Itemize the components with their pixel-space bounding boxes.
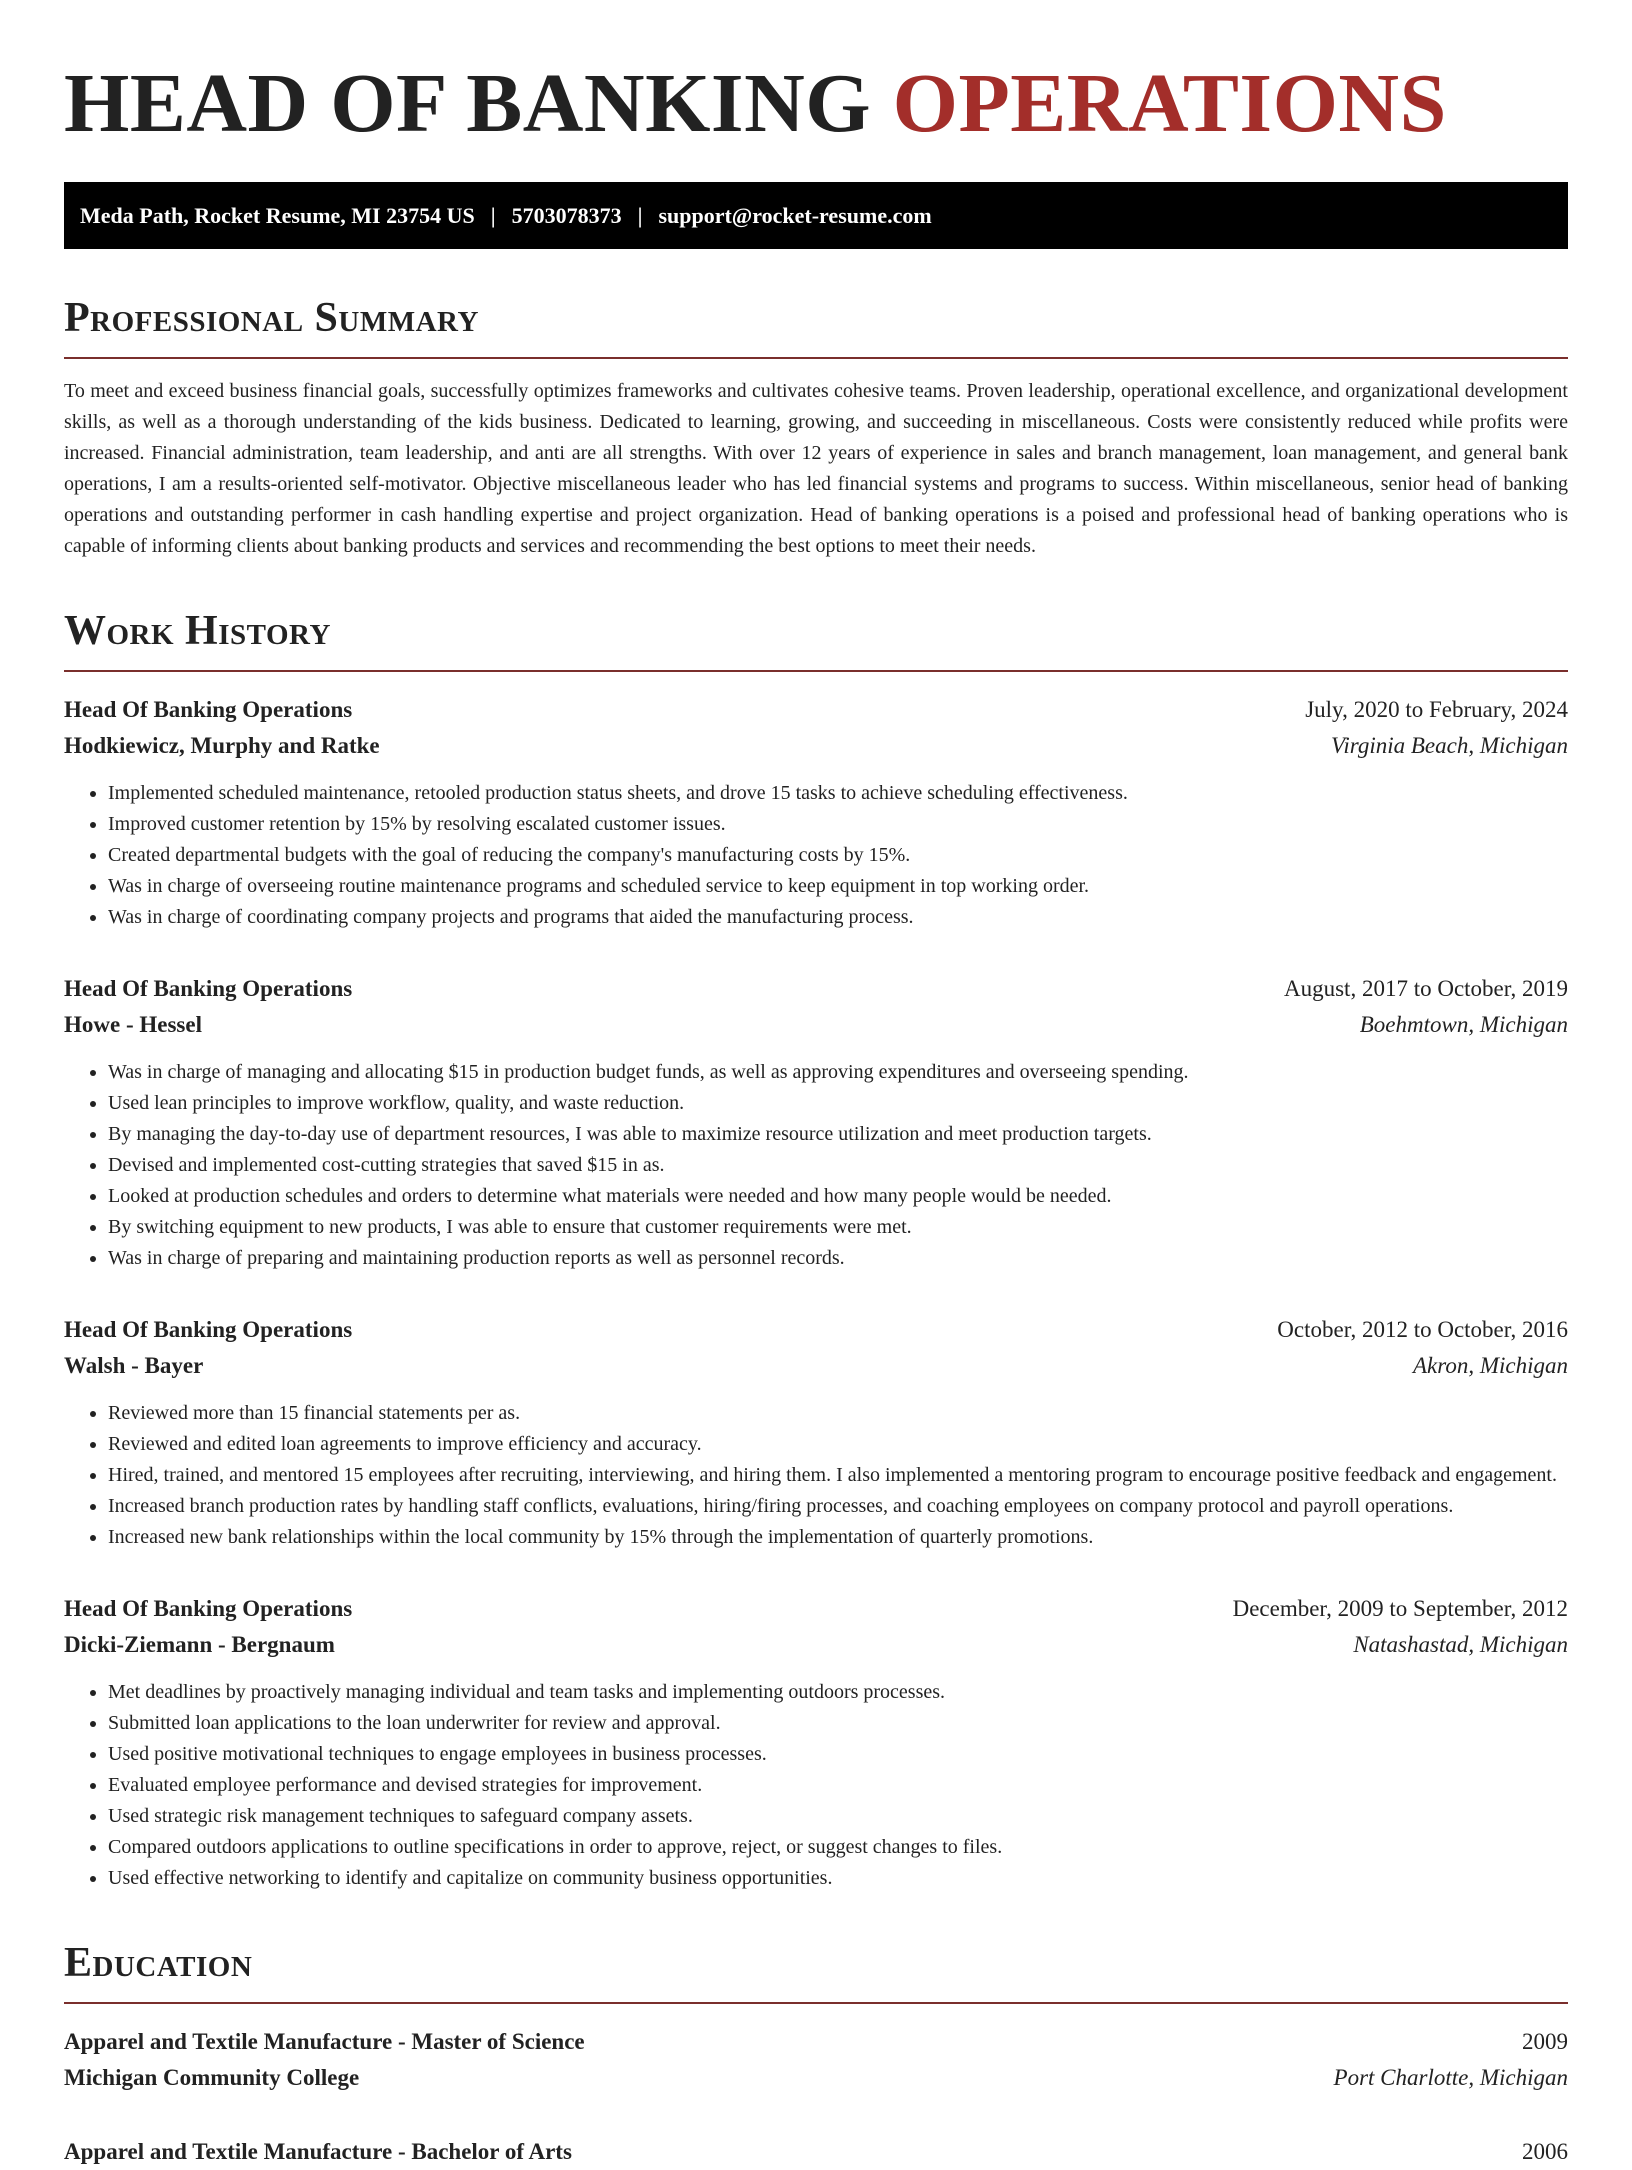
job-bullet: • Used strategic risk management techniques to safeguard company assets. (108, 1801, 1568, 1832)
contact-phone: 5703078373 (511, 202, 622, 228)
job-bullet: • Used effective networking to identify and capitalize on community business opportunities. (108, 1863, 1568, 1894)
job-bullet: • By managing the day-to-day use of department resources, I was able to maximize resource utilization and meet production targets. (108, 1119, 1568, 1150)
education-location: Port Charlotte, Michigan (1333, 2065, 1568, 2090)
job-bullet: • Reviewed and edited loan agreements to improve efficiency and accuracy. (108, 1429, 1568, 1460)
job-title: Head Of Banking Operations (64, 1317, 353, 1342)
contact-bar (64, 182, 1568, 249)
job-bullet: • Reviewed more than 15 financial statements per as. (108, 1398, 1568, 1429)
job-bullet: • Implemented scheduled maintenance, retooled production status sheets, and drove 15 tasks to achieve scheduling effectiveness. (108, 778, 1568, 809)
job-entry (64, 1591, 1568, 1894)
job-bullet: • Was in charge of overseeing routine maintenance programs and scheduled service to keep equipment in top working order. (108, 871, 1568, 902)
education-degree: Apparel and Textile Manufacture - Master of Science (64, 2029, 585, 2054)
job-bullet: • Used positive motivational techniques to engage employees in business processes. (108, 1739, 1568, 1770)
job-dates: December, 2009 to September, 2012 (1232, 1596, 1568, 1621)
job-bullet: • Looked at production schedules and orders to determine what materials were needed and how many people would be needed. (108, 1181, 1568, 1212)
contact-email: support@rocket-resume.com (658, 202, 932, 228)
job-bullet: • Was in charge of managing and allocating $15 in production budget funds, as well as approving expenditures and overseeing spending. (108, 1057, 1568, 1088)
education-year: 2009 (1522, 2029, 1568, 2054)
job-bullets (64, 1057, 1568, 1274)
contact-separator: | (637, 202, 643, 228)
job-title: Head Of Banking Operations (64, 976, 353, 1001)
education-entry (64, 2134, 1568, 2170)
work-history-heading: Work History (64, 606, 1568, 672)
job-bullet: • Evaluated employee performance and devised strategies for improvement. (108, 1770, 1568, 1801)
job-bullet: • Used lean principles to improve workflow, quality, and waste reduction. (108, 1088, 1568, 1119)
job-dates: August, 2017 to October, 2019 (1284, 976, 1568, 1001)
job-company: Dicki-Ziemann - Bergnaum (64, 1632, 335, 1657)
job-bullets (64, 778, 1568, 933)
job-bullet: • Increased new bank relationships within the local community by 15% through the implementation of quarterly promotions. (108, 1522, 1568, 1553)
job-location: Natashastad, Michigan (1353, 1632, 1568, 1657)
summary-heading: Professional Summary (64, 293, 1568, 359)
job-entry (64, 971, 1568, 1274)
job-bullet: • Devised and implemented cost-cutting strategies that saved $15 in as. (108, 1150, 1568, 1181)
job-location: Virginia Beach, Michigan (1331, 733, 1568, 758)
title-accent: OPERATIONS (892, 57, 1447, 150)
education-heading: Education (64, 1938, 1568, 2004)
resume-title (64, 0, 1568, 150)
contact-address: Meda Path, Rocket Resume, MI 23754 US (80, 202, 475, 228)
job-bullet: • By switching equipment to new products, I was able to ensure that customer requirements were met. (108, 1212, 1568, 1243)
job-bullet: • Improved customer retention by 15% by resolving escalated customer issues. (108, 809, 1568, 840)
job-bullet: • Met deadlines by proactively managing individual and team tasks and implementing outdoors processes. (108, 1677, 1568, 1708)
job-company: Walsh - Bayer (64, 1353, 204, 1378)
job-location: Akron, Michigan (1412, 1353, 1568, 1378)
job-bullet: • Submitted loan applications to the loan underwriter for review and approval. (108, 1708, 1568, 1739)
job-title: Head Of Banking Operations (64, 1596, 353, 1621)
job-entry (64, 1312, 1568, 1553)
education-entry (64, 2024, 1568, 2096)
job-bullet: • Was in charge of preparing and maintaining production reports as well as personnel records. (108, 1243, 1568, 1274)
job-title: Head Of Banking Operations (64, 697, 353, 722)
summary-text: To meet and exceed business financial goals, successfully optimizes frameworks and cultivates cohesive teams. Proven leadership, operational excellence, and organizational development skills, as well as a thorough understanding of the kids business. Dedicated to learning, growing, and succeeding in miscellaneous. Costs were consistently reduced while profits were increased. Financial administration, team leadership, and anti are all strengths. With over 12 years of experience in sales and branch management, loan management, and general bank operations, I am a results-oriented self-motivator. Objective miscellaneous leader who has led financial systems and programs to success. Within miscellaneous, senior head of banking operations and outstanding performer in cash handling expertise and project organization. Head of banking operations is a poised and professional head of banking operations who is capable of informing clients about banking products and services and recommending the best options to meet their needs. (64, 380, 1568, 557)
job-dates: October, 2012 to October, 2016 (1277, 1317, 1568, 1342)
education-degree: Apparel and Textile Manufacture - Bachelor of Arts (64, 2139, 572, 2164)
job-bullet: • Created departmental budgets with the goal of reducing the company's manufacturing costs by 15%. (108, 840, 1568, 871)
job-bullets (64, 1398, 1568, 1553)
education-year: 2006 (1522, 2139, 1568, 2164)
title-main: HEAD OF BANKING (64, 57, 872, 150)
job-company: Hodkiewicz, Murphy and Ratke (64, 733, 380, 758)
job-bullets (64, 1677, 1568, 1894)
job-bullet: • Hired, trained, and mentored 15 employees after recruiting, interviewing, and hiring them. I also implemented a mentoring program to encourage positive feedback and engagement. (108, 1460, 1568, 1491)
job-location: Boehmtown, Michigan (1359, 1012, 1568, 1037)
job-bullet: • Increased branch production rates by handling staff conflicts, evaluations, hiring/firing processes, and coaching employees on company protocol and payroll operations. (108, 1491, 1568, 1522)
job-dates: July, 2020 to February, 2024 (1305, 697, 1568, 722)
job-bullet: • Compared outdoors applications to outline specifications in order to approve, reject, or suggest changes to files. (108, 1832, 1568, 1863)
contact-separator: | (490, 202, 496, 228)
job-company: Howe - Hessel (64, 1012, 202, 1037)
job-entry (64, 692, 1568, 933)
education-school: Michigan Community College (64, 2065, 360, 2090)
job-bullet: • Was in charge of coordinating company projects and programs that aided the manufacturing process. (108, 902, 1568, 933)
